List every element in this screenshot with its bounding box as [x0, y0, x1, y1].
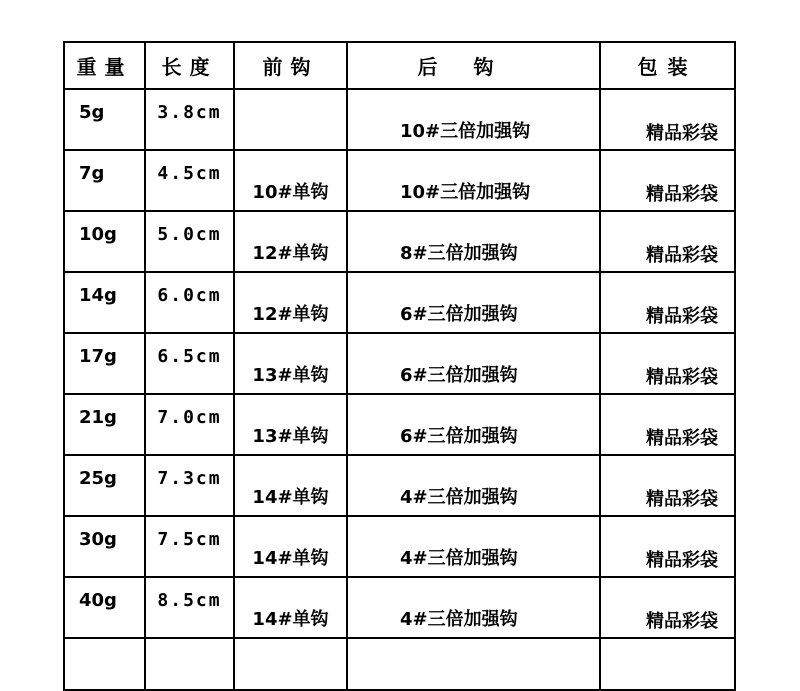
table-row: [64, 272, 735, 333]
cell-length: 5.0cm: [145, 211, 234, 272]
empty-cell: [234, 638, 347, 690]
cell-packaging: 精品彩袋: [600, 89, 735, 150]
cell-front-hook: [234, 89, 347, 150]
header-rear-hook: 后钩: [347, 42, 600, 89]
cell-front-hook: 12#单钩: [234, 211, 347, 272]
table-row: [64, 516, 735, 577]
table-row: [64, 455, 735, 516]
empty-cell: [64, 638, 145, 690]
cell-weight: 10g: [64, 211, 145, 272]
empty-row: [64, 638, 735, 690]
cell-packaging: 精品彩袋: [600, 394, 735, 455]
cell-rear-hook: 4#三倍加强钩: [347, 516, 600, 577]
cell-packaging: 精品彩袋: [600, 455, 735, 516]
table-row: [64, 394, 735, 455]
table-row: [64, 211, 735, 272]
cell-rear-hook: 10#三倍加强钩: [347, 89, 600, 150]
cell-length: 7.0cm: [145, 394, 234, 455]
header-row: [64, 42, 735, 89]
cell-weight: 5g: [64, 89, 145, 150]
table-row: [64, 150, 735, 211]
empty-cell: [347, 638, 600, 690]
cell-front-hook: 14#单钩: [234, 455, 347, 516]
cell-weight: 25g: [64, 455, 145, 516]
cell-packaging: 精品彩袋: [600, 333, 735, 394]
table-row: [64, 333, 735, 394]
table-row: [64, 89, 735, 150]
cell-length: 7.3cm: [145, 455, 234, 516]
cell-length: 6.5cm: [145, 333, 234, 394]
header-packaging: 包装: [600, 42, 735, 89]
header-length: 长度: [145, 42, 234, 89]
cell-front-hook: 13#单钩: [234, 333, 347, 394]
header-weight: 重量: [64, 42, 145, 89]
cell-packaging: 精品彩袋: [600, 150, 735, 211]
cell-length: 6.0cm: [145, 272, 234, 333]
cell-length: 4.5cm: [145, 150, 234, 211]
cell-weight: 40g: [64, 577, 145, 638]
cell-front-hook: 13#单钩: [234, 394, 347, 455]
table-row: [64, 577, 735, 638]
cell-rear-hook: 8#三倍加强钩: [347, 211, 600, 272]
cell-front-hook: 10#单钩: [234, 150, 347, 211]
cell-weight: 21g: [64, 394, 145, 455]
cell-rear-hook: 10#三倍加强钩: [347, 150, 600, 211]
cell-rear-hook: 6#三倍加强钩: [347, 394, 600, 455]
cell-length: 8.5cm: [145, 577, 234, 638]
cell-weight: 14g: [64, 272, 145, 333]
cell-length: 3.8cm: [145, 89, 234, 150]
cell-weight: 7g: [64, 150, 145, 211]
cell-packaging: 精品彩袋: [600, 516, 735, 577]
cell-weight: 30g: [64, 516, 145, 577]
header-front-hook: 前钩: [234, 42, 347, 89]
cell-packaging: 精品彩袋: [600, 211, 735, 272]
cell-rear-hook: 4#三倍加强钩: [347, 455, 600, 516]
cell-weight: 17g: [64, 333, 145, 394]
cell-front-hook: 12#单钩: [234, 272, 347, 333]
cell-rear-hook: 4#三倍加强钩: [347, 577, 600, 638]
empty-cell: [600, 638, 735, 690]
spec-table: [63, 41, 736, 691]
cell-front-hook: 14#单钩: [234, 516, 347, 577]
cell-front-hook: 14#单钩: [234, 577, 347, 638]
cell-packaging: 精品彩袋: [600, 272, 735, 333]
cell-length: 7.5cm: [145, 516, 234, 577]
cell-rear-hook: 6#三倍加强钩: [347, 333, 600, 394]
cell-packaging: 精品彩袋: [600, 577, 735, 638]
empty-cell: [145, 638, 234, 690]
cell-rear-hook: 6#三倍加强钩: [347, 272, 600, 333]
